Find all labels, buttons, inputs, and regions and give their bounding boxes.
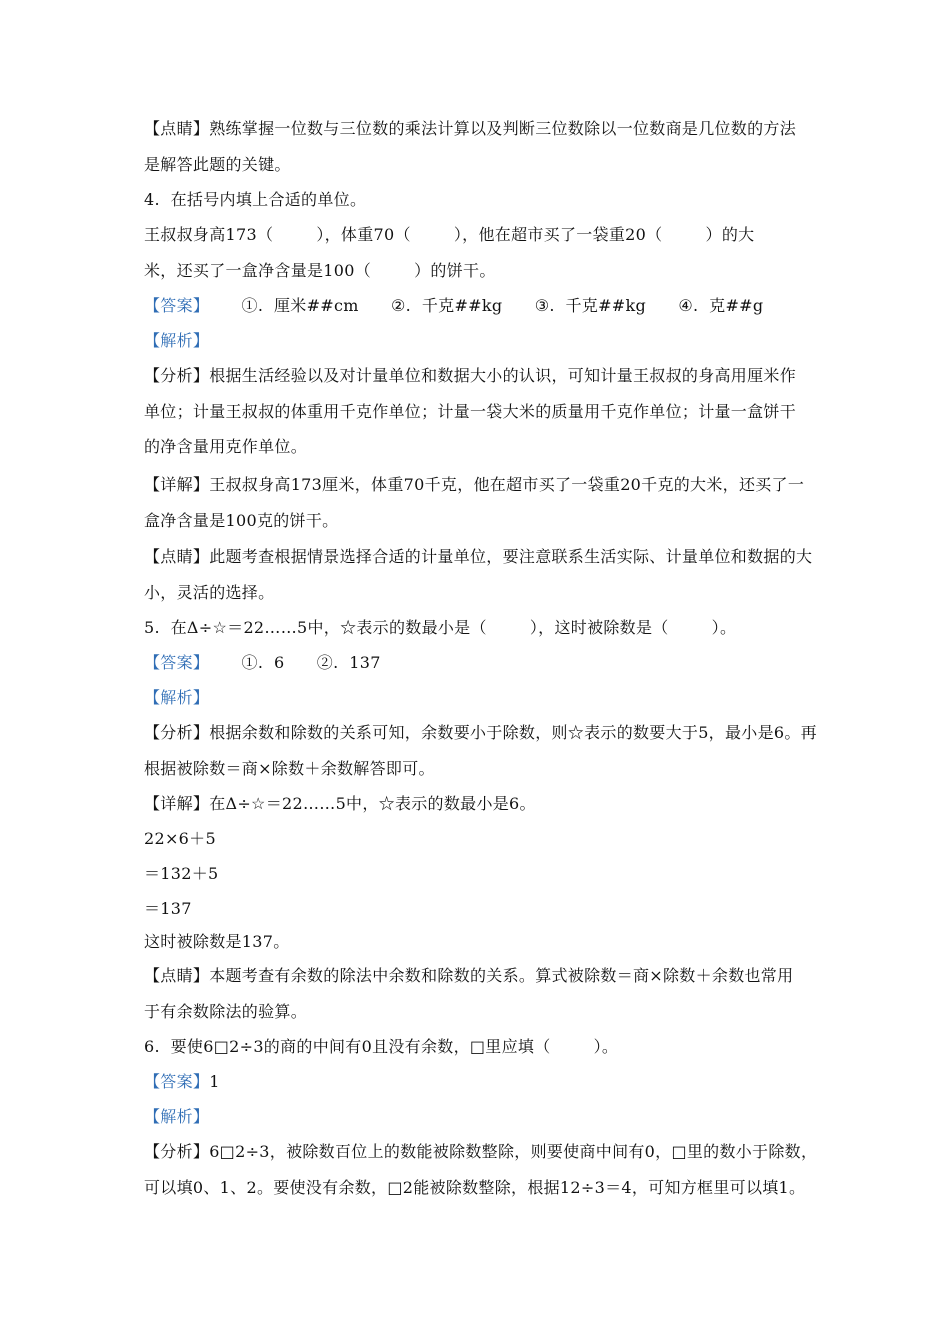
line-01 xyxy=(144,119,796,139)
calc-line-1 xyxy=(144,829,216,849)
text: 单位；计量王叔叔的体重用千克作单位；计量一袋大米的质量用千克作单位；计量一盒饼干 xyxy=(144,402,797,421)
analysis-tag: 【解析】 xyxy=(144,331,210,350)
answer-tag: 【答案】 xyxy=(144,1072,210,1091)
answer-text: ①. 6 ②. 137 xyxy=(209,653,381,672)
answer-tag: 【答案】 xyxy=(144,653,210,672)
text: 【详解】王叔叔身高173厘米，体重70千克，他在超市买了一袋重20千克的大米，还买了一 xyxy=(144,475,805,494)
question-5-title xyxy=(144,618,736,638)
text: 根据被除数＝商×除数＋余数解答即可。 xyxy=(144,759,435,778)
text: 【分析】根据余数和除数的关系可知，余数要小于除数，则☆表示的数要大于5，最小是6。再 xyxy=(144,723,817,742)
text: 【点睛】本题考查有余数的除法中余数和除数的关系。算式被除数＝商×除数＋余数也常用 xyxy=(144,966,794,985)
text: 【分析】根据生活经验以及对计量单位和数据大小的认识，可知计量王叔叔的身高用厘米作 xyxy=(144,366,797,385)
question-4-body-2 xyxy=(144,261,496,281)
text: ＝137 xyxy=(144,899,192,918)
line-10 xyxy=(144,437,307,457)
answer-4 xyxy=(144,296,763,316)
line-26 xyxy=(144,1002,307,1022)
line-12 xyxy=(144,511,338,531)
text: 王叔叔身高173（ ），体重70（ ），他在超市买了一袋重20（ ）的大 xyxy=(144,225,755,244)
line-11 xyxy=(144,475,804,495)
line-13 xyxy=(144,547,812,567)
text: 这时被除数是137。 xyxy=(144,932,290,951)
analysis-tag-6 xyxy=(144,1107,209,1127)
line-14 xyxy=(144,583,274,603)
text: 是解答此题的关键。 xyxy=(144,155,291,174)
answer-tag: 【答案】 xyxy=(144,296,210,315)
line-31 xyxy=(144,1178,805,1198)
line-19 xyxy=(144,759,435,779)
text: 小，灵活的选择。 xyxy=(144,583,275,602)
question-4-title xyxy=(144,190,366,210)
answer-5 xyxy=(144,653,381,673)
question-4-body-1 xyxy=(144,225,754,245)
line-18 xyxy=(144,723,817,743)
text: 【详解】在Δ÷☆＝22……5中，☆表示的数最小是6。 xyxy=(144,794,536,813)
line-24 xyxy=(144,932,290,952)
text: 【点睛】此题考查根据情景选择合适的计量单位，要注意联系生活实际、计量单位和数据的大 xyxy=(144,547,813,566)
question-6-title xyxy=(144,1037,618,1057)
line-25 xyxy=(144,966,793,986)
line-30 xyxy=(144,1142,817,1162)
analysis-tag: 【解析】 xyxy=(144,1107,210,1126)
text: 【点睛】熟练掌握一位数与三位数的乘法计算以及判断三位数除以一位数商是几位数的方法 xyxy=(144,119,797,138)
line-20 xyxy=(144,794,536,814)
text: 4. 在括号内填上合适的单位。 xyxy=(144,190,367,209)
line-02 xyxy=(144,155,291,175)
text: 于有余数除法的验算。 xyxy=(144,1002,308,1021)
text: 5. 在Δ÷☆＝22……5中，☆表示的数最小是（ ），这时被除数是（ ）。 xyxy=(144,618,737,637)
text: 可以填0、1、2。要使没有余数，□2能被除数整除，根据12÷3＝4，可知方框里可以填1。 xyxy=(144,1178,806,1197)
line-08 xyxy=(144,366,796,386)
calc-line-2 xyxy=(144,864,219,884)
calc-line-3 xyxy=(144,899,192,919)
line-09 xyxy=(144,402,796,422)
answer-text: 1 xyxy=(209,1072,220,1091)
answer-6 xyxy=(144,1072,220,1092)
analysis-tag-4 xyxy=(144,331,209,351)
text: 的净含量用克作单位。 xyxy=(144,437,308,456)
text: ＝132＋5 xyxy=(144,864,219,883)
analysis-tag-5 xyxy=(144,688,209,708)
text: 盒净含量是100克的饼干。 xyxy=(144,511,339,530)
text: 6. 要使6□2÷3的商的中间有0且没有余数，□里应填（ ）。 xyxy=(144,1037,619,1056)
answer-text: ①. 厘米##cm ②. 千克##kg ③. 千克##kg ④. 克##g xyxy=(209,296,764,315)
text: 米，还买了一盒净含量是100（ ）的饼干。 xyxy=(144,261,496,280)
text: 22×6＋5 xyxy=(144,829,216,848)
text: 【分析】6□2÷3，被除数百位上的数能被除数整除，则要使商中间有0，□里的数小于除数， xyxy=(144,1142,818,1161)
analysis-tag: 【解析】 xyxy=(144,688,210,707)
